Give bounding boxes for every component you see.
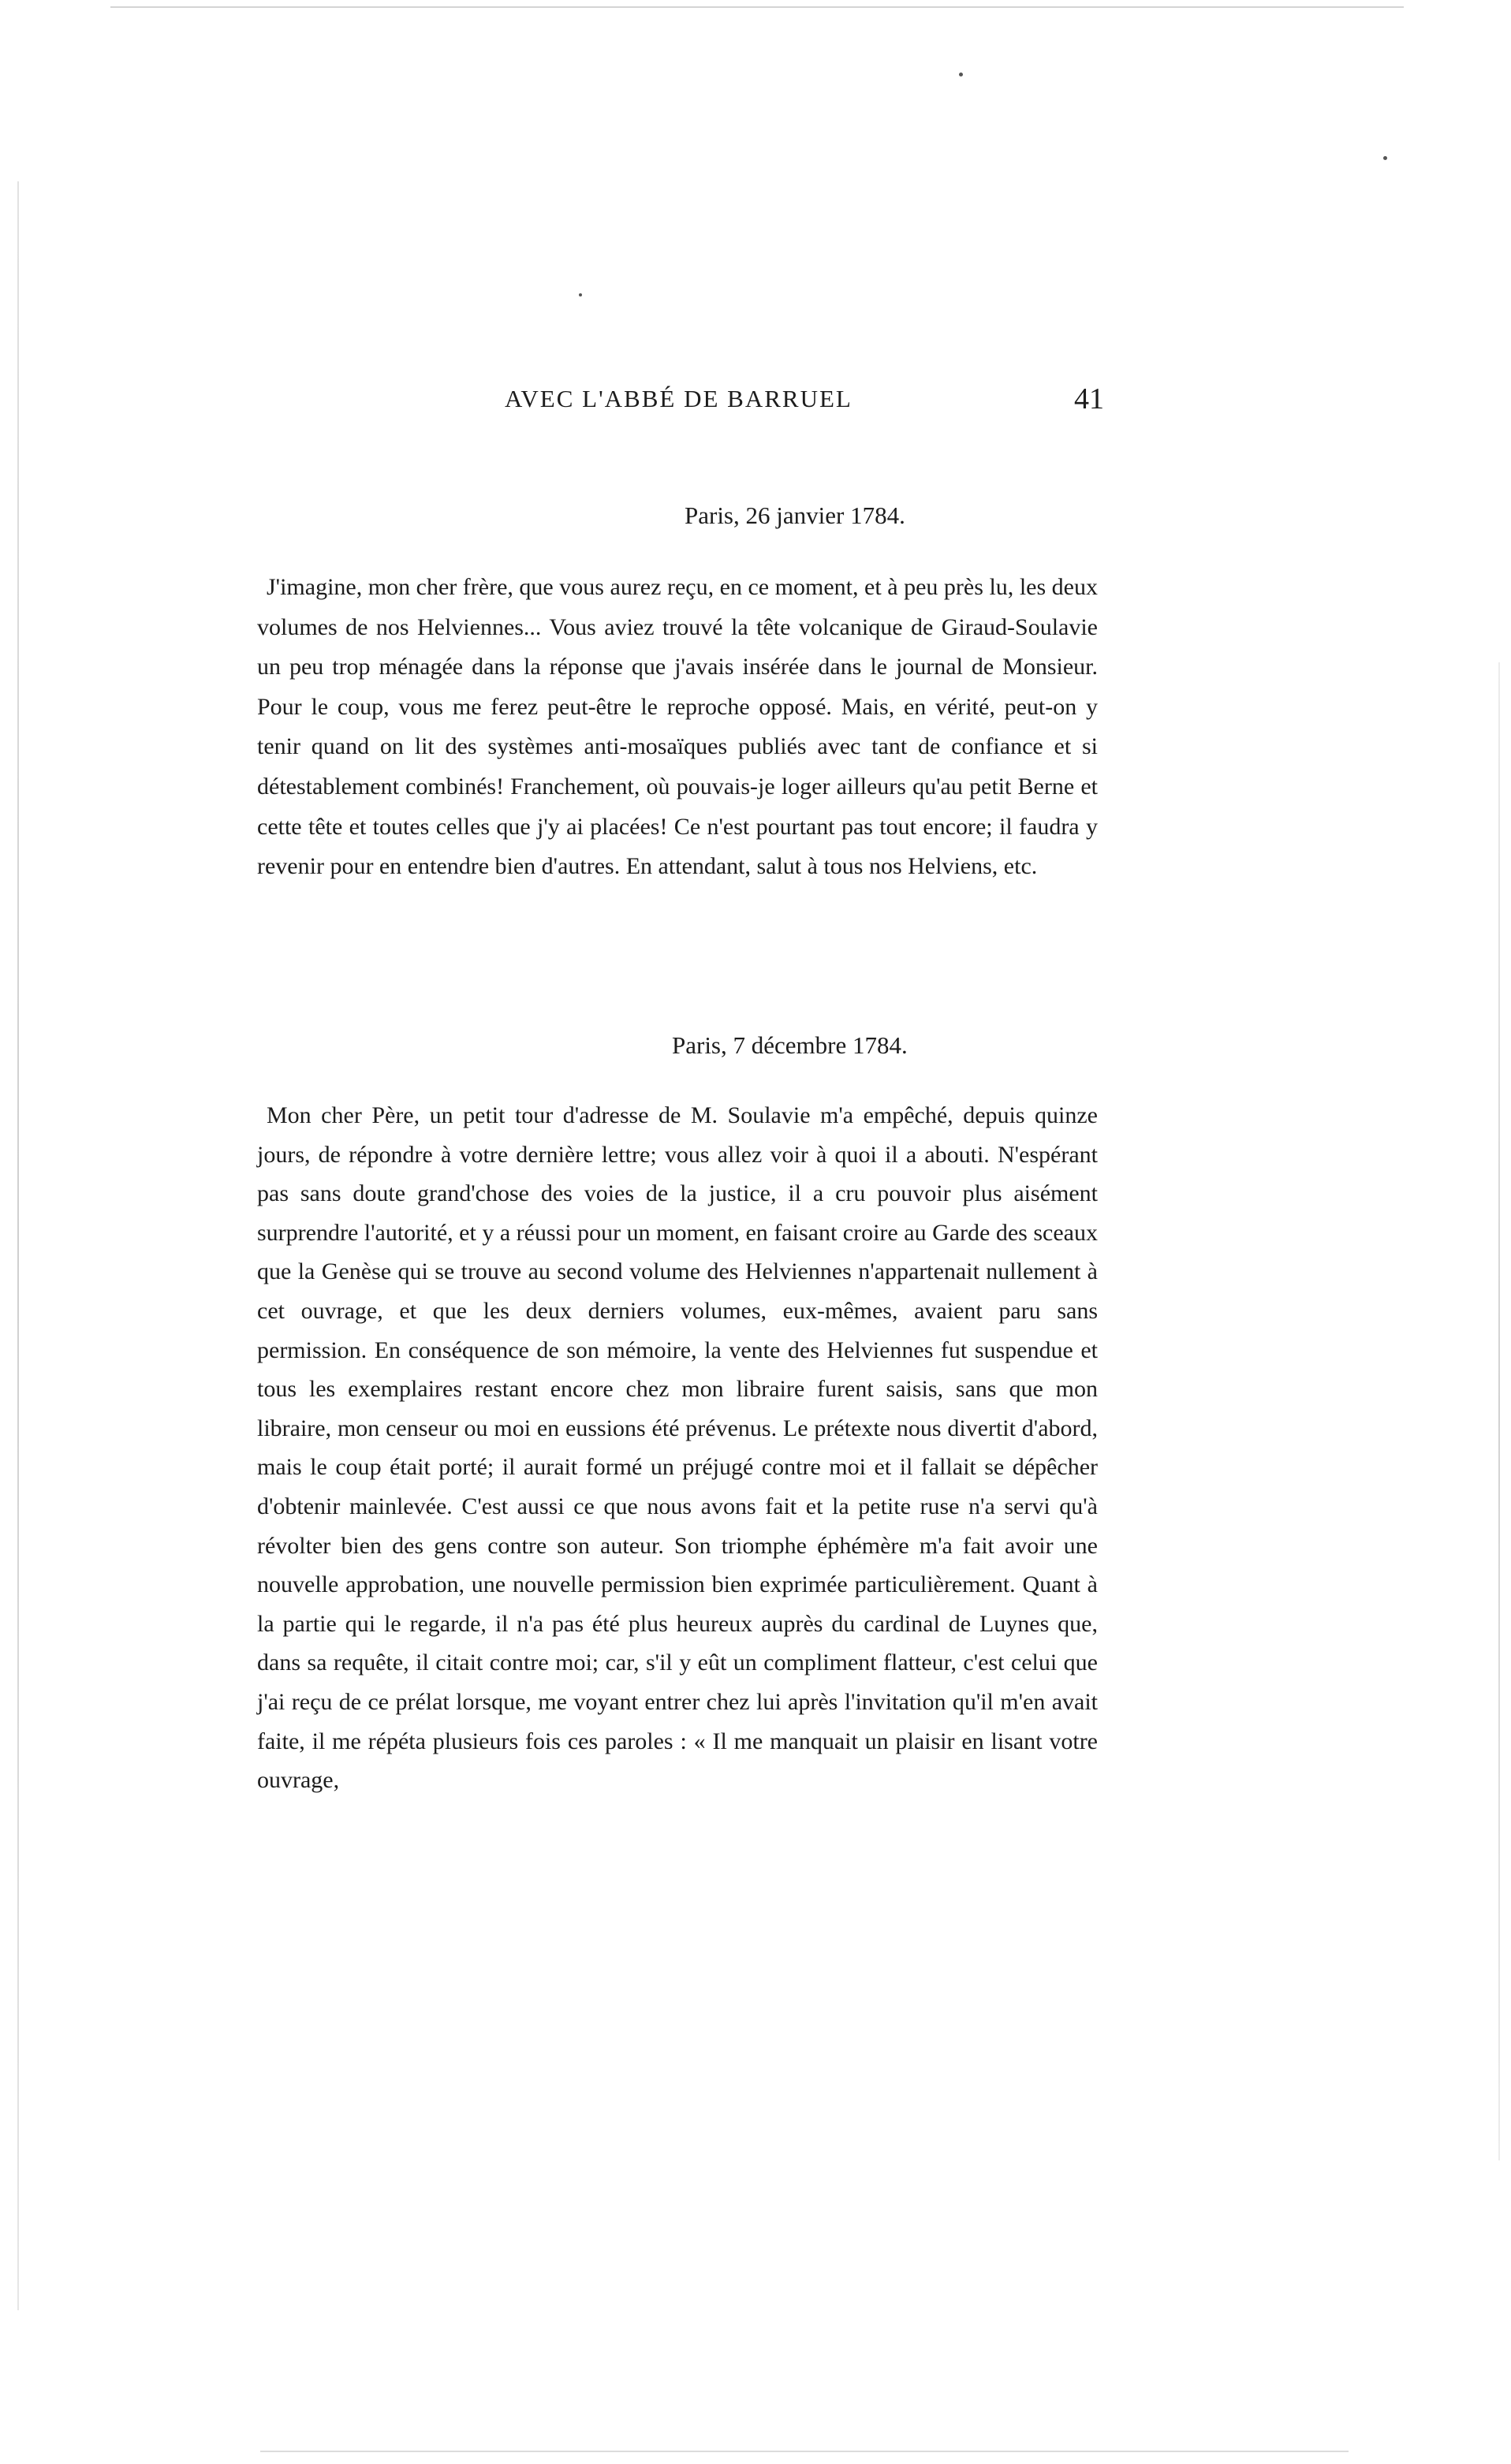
scan-edge-line <box>110 6 1404 8</box>
margin-line <box>1498 662 1500 2160</box>
running-title: AVEC L'ABBÉ DE BARRUEL <box>505 385 853 412</box>
letter-paragraph: Mon cher Père, un petit tour d'adresse de M. Soulavie m'a empêché, depuis quinze jours, de répondre à votre dernière lettre; vous allez voir à quoi il a abouti. N'espérant pas sans doute grand'chose des voies de la justice, il a cru pouvoir plus aisément surprendre l'autorité, et y a réussi pour un moment, en faisant croire au Garde des sceaux que la Genèse qui se trouve au second volume des Helviennes n'appartenait nullement à cet ouvrage, et que les deux derniers volumes, eux-mêmes, avaient paru sans permission. En conséquence de son mémoire, la vente des Helviennes fut suspendue et tous les exemplaires restant encore chez mon libraire furent saisis, sans que mon libraire, mon censeur ou moi en eussions été prévenus. Le prétexte nous divertit d'abord, mais le coup était porté; il aurait formé un préjugé contre moi et il fallait se dépêcher d'obtenir mainlevée. C'est aussi ce que nous avons fait et la petite ruse n'a servi qu'à révolter bien des gens contre son auteur. Son triomphe éphémère m'a fait avoir une nouvelle approbation, une nouvelle permission bien exprimée particulièrement. Quant à la partie qui le regarde, il n'a pas été plus heureux auprès du cardinal de Luynes que, dans sa requête, il citait contre moi; car, s'il y eût un compliment flatteur, c'est celui que j'ai reçu de ce prélat lorsque, me voyant entrer chez lui après l'invitation qu'il m'en avait faite, il me répéta plusieurs fois ces paroles : « Il me manquait un plaisir en lisant votre ouvrage, <box>257 1102 1098 1794</box>
margin-line <box>17 181 19 2310</box>
page-number: 41 <box>1074 382 1104 416</box>
letter-body <box>257 1096 1098 1800</box>
letter-dateline: Paris, 7 décembre 1784. <box>672 1031 908 1059</box>
ink-speck <box>1383 156 1387 160</box>
scan-edge-line <box>260 2451 1349 2452</box>
letter-body <box>257 568 1098 887</box>
letter-paragraph: J'imagine, mon cher frère, que vous aurez reçu, en ce moment, et à peu près lu, les deux volumes de nos Helviennes... Vous aviez trouvé la tête volcanique de Giraud-Soulavie un peu trop ménagée dans la réponse que j'avais insérée dans le journal de Monsieur. Pour le coup, vous me ferez peut-être le reproche opposé. Mais, en vérité, peut-on y tenir quand on lit des systèmes anti-mosaïques publiés avec tant de confiance et si détestablement combinés! Franchement, où pouvais-je loger ailleurs qu'au petit Berne et cette tête et toutes celles que j'y ai placées! Ce n'est pourtant pas tout encore; il faudra y revenir pour en entendre bien d'autres. En attendant, salut à tous nos Helviens, etc. <box>257 574 1098 880</box>
running-head <box>505 382 1104 416</box>
ink-speck <box>579 293 582 296</box>
ink-speck <box>959 73 963 76</box>
letter-dateline: Paris, 26 janvier 1784. <box>685 501 905 529</box>
